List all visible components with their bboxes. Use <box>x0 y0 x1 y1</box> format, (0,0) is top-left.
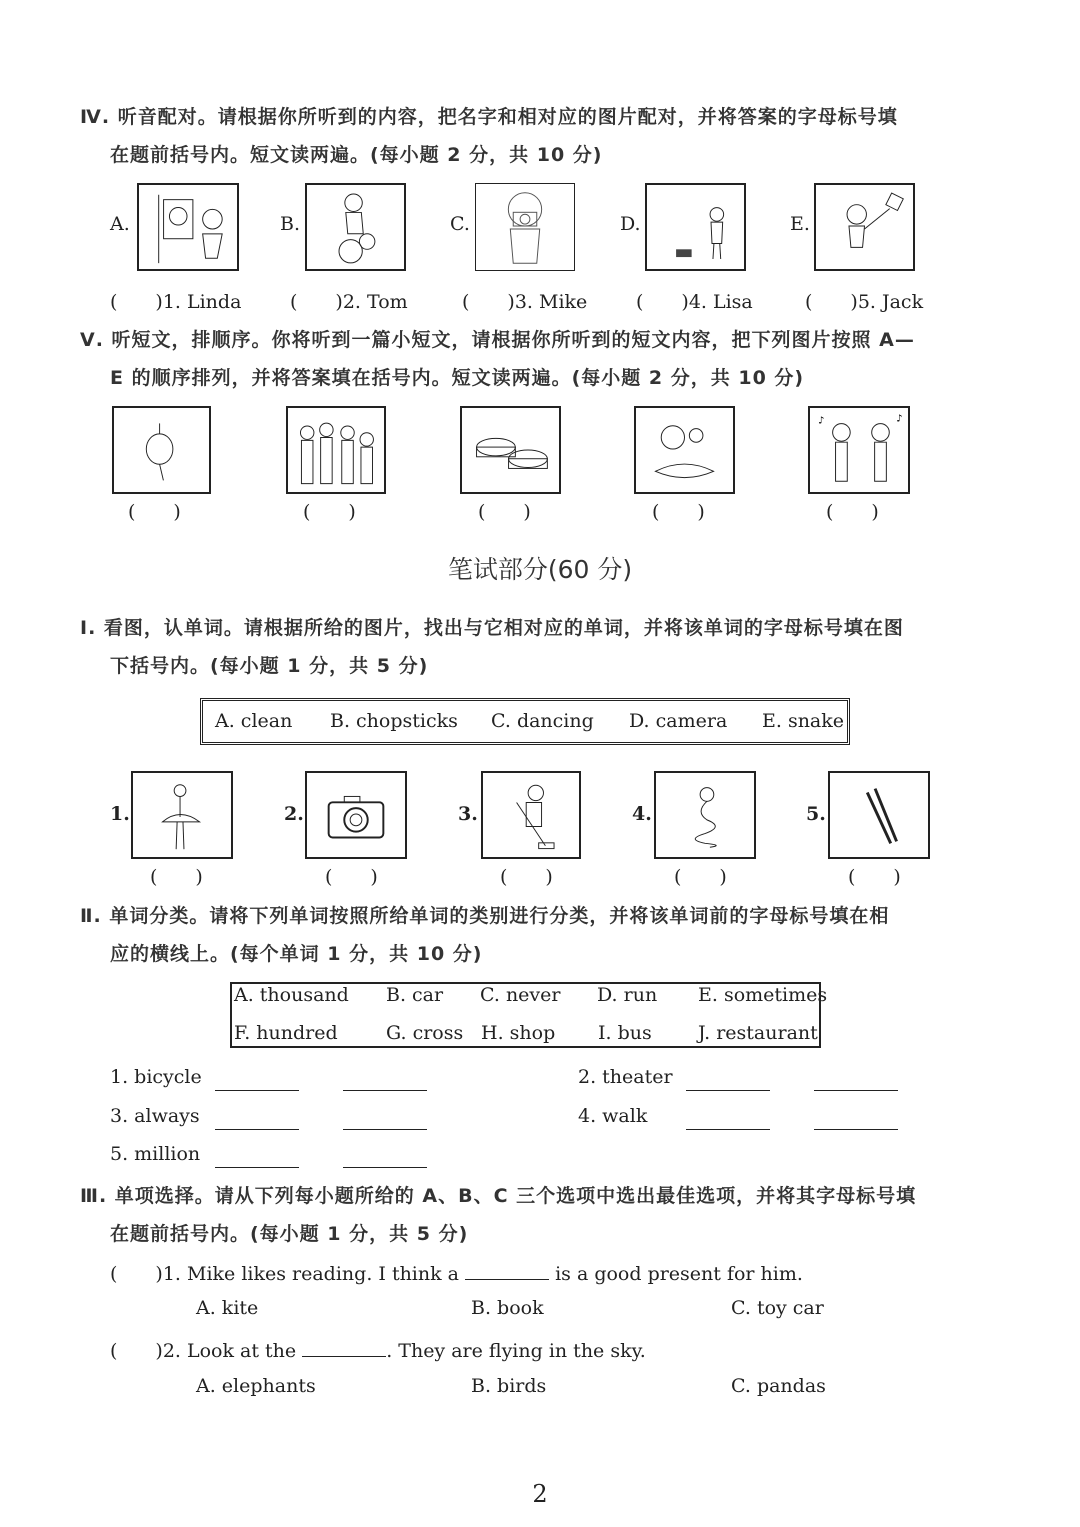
question-2-stem: ( )2. Look at the <box>110 1340 303 1362</box>
camera-picture <box>305 771 407 859</box>
question-2-blank <box>302 1338 386 1357</box>
word-item: C. never <box>480 984 561 1006</box>
classify-item-5: 5. million <box>110 1143 201 1165</box>
word-option: D. camera <box>629 710 728 732</box>
written-2-instruction-cont: 应的横线上。(每个单词 1 分，共 10 分) <box>110 943 483 965</box>
boy-bicycle-picture <box>305 183 406 271</box>
section-4-instruction-cont: 在题前括号内。短文读两遍。(每小题 2 分，共 10 分) <box>110 144 603 166</box>
word-item: F. hundred <box>234 1022 338 1044</box>
word-item: G. cross <box>386 1022 464 1044</box>
word-option: E. snake <box>762 710 845 732</box>
ballet-dancer-picture <box>131 771 233 859</box>
answer-2: ( )2. Tom <box>290 291 408 313</box>
snake-picture <box>654 771 756 859</box>
pic-label: A. <box>110 213 130 235</box>
singing-boys-picture <box>808 406 910 494</box>
pic-number: 5. <box>806 803 826 825</box>
answer-1: ( )1. Linda <box>110 291 242 313</box>
question-1-stem-end: is a good present for him. <box>549 1263 803 1285</box>
pic-number: 2. <box>284 803 304 825</box>
question-2-stem-end: . They are flying in the sky. <box>386 1340 646 1362</box>
written-2-instruction: Ⅱ. 单词分类。请将下列单词按照所给单词的类别进行分类，并将该单词前的字母标号填在相 <box>80 905 890 927</box>
section-4-instruction: Ⅳ. 听音配对。请根据你所听到的内容，把名字和相对应的图片配对，并将答案的字母标号填 <box>80 106 898 128</box>
answer-4: ( )4. Lisa <box>636 291 753 313</box>
word-item: B. car <box>386 984 444 1006</box>
option-a: A. elephants <box>196 1375 316 1397</box>
pic-label: E. <box>790 213 810 235</box>
classify-item-3: 3. always <box>110 1105 200 1127</box>
answer-blank[interactable] <box>343 1089 427 1091</box>
word-item: A. thousand <box>234 984 349 1006</box>
word-paren: ( ) <box>325 866 378 888</box>
word-paren: ( ) <box>674 866 727 888</box>
order-paren: ( ) <box>652 501 705 523</box>
classify-item-2: 2. theater <box>578 1066 673 1088</box>
section-5-instruction: Ⅴ. 听短文，排顺序。你将听到一篇小短文，请根据你所听到的短文内容，把下列图片按照 A— <box>80 329 915 351</box>
boy-mopping-picture <box>481 771 581 859</box>
change-moon-goddess-picture <box>634 406 735 494</box>
answer-blank[interactable] <box>215 1166 299 1168</box>
answer-blank[interactable] <box>343 1128 427 1130</box>
word-option: A. clean <box>215 710 293 732</box>
word-paren: ( ) <box>500 866 553 888</box>
word-item: I. bus <box>598 1022 652 1044</box>
svg-text:♪: ♪ <box>817 415 825 427</box>
classify-item-4: 4. walk <box>578 1105 648 1127</box>
word-item: J. restaurant <box>698 1022 818 1044</box>
answer-blank[interactable] <box>215 1128 299 1130</box>
written-3-instruction: Ⅲ. 单项选择。请从下列每小题所给的 A、B、C 三个选项中选出最佳选项，并将其字母标号填 <box>80 1185 917 1207</box>
question-2 <box>110 1336 646 1363</box>
answer-blank[interactable] <box>686 1128 770 1130</box>
pic-number: 3. <box>458 803 478 825</box>
option-b: B. book <box>471 1297 544 1319</box>
word-item: E. sometimes <box>698 984 828 1006</box>
page-number: 2 <box>532 1480 548 1508</box>
question-1 <box>110 1259 803 1286</box>
pic-number: 1. <box>110 803 130 825</box>
classify-item-1: 1. bicycle <box>110 1066 202 1088</box>
order-paren: ( ) <box>303 501 356 523</box>
option-a: A. kite <box>196 1297 259 1319</box>
option-c: C. pandas <box>731 1375 826 1397</box>
boy-toy-car-picture <box>645 183 746 271</box>
pic-label: B. <box>280 213 301 235</box>
order-paren: ( ) <box>128 501 181 523</box>
option-b: B. birds <box>471 1375 547 1397</box>
word-paren: ( ) <box>150 866 203 888</box>
word-option: C. dancing <box>491 710 594 732</box>
family-picture <box>286 406 386 494</box>
answer-5: ( )5. Jack <box>805 291 924 313</box>
answer-blank[interactable] <box>814 1128 898 1130</box>
section-5-instruction-cont: E 的顺序排列，并将答案填在括号内。短文读两遍。(每小题 2 分，共 10 分) <box>110 367 805 389</box>
word-paren: ( ) <box>848 866 901 888</box>
person-camera-picture <box>475 183 575 271</box>
painting-girl-picture <box>137 183 239 271</box>
answer-blank[interactable] <box>686 1089 770 1091</box>
mooncakes-picture <box>460 406 561 494</box>
svg-text:♪: ♪ <box>896 413 903 425</box>
answer-blank[interactable] <box>814 1089 898 1091</box>
question-1-stem: ( )1. Mike likes reading. I think a <box>110 1263 466 1285</box>
lantern-picture <box>112 406 211 494</box>
order-paren: ( ) <box>478 501 531 523</box>
word-option: B. chopsticks <box>330 710 458 732</box>
option-c: C. toy car <box>731 1297 824 1319</box>
question-1-blank <box>465 1261 549 1280</box>
written-1-instruction: Ⅰ. 看图，认单词。请根据所给的图片，找出与它相对应的单词，并将该单词的字母标号填在图 <box>80 617 904 639</box>
written-1-instruction-cont: 下括号内。(每小题 1 分，共 5 分) <box>110 655 429 677</box>
answer-blank[interactable] <box>343 1166 427 1168</box>
written-part-title: 笔试部分(60 分) <box>447 555 633 584</box>
answer-blank[interactable] <box>215 1089 299 1091</box>
boy-kite-picture <box>814 183 915 271</box>
word-item: D. run <box>597 984 658 1006</box>
word-item: H. shop <box>481 1022 556 1044</box>
pic-number: 4. <box>632 803 652 825</box>
order-paren: ( ) <box>826 501 879 523</box>
pic-label: D. <box>620 213 641 235</box>
chopsticks-picture <box>828 771 930 859</box>
answer-3: ( )3. Mike <box>462 291 588 313</box>
pic-label: C. <box>450 213 470 235</box>
written-3-instruction-cont: 在题前括号内。(每小题 1 分，共 5 分) <box>110 1223 469 1245</box>
